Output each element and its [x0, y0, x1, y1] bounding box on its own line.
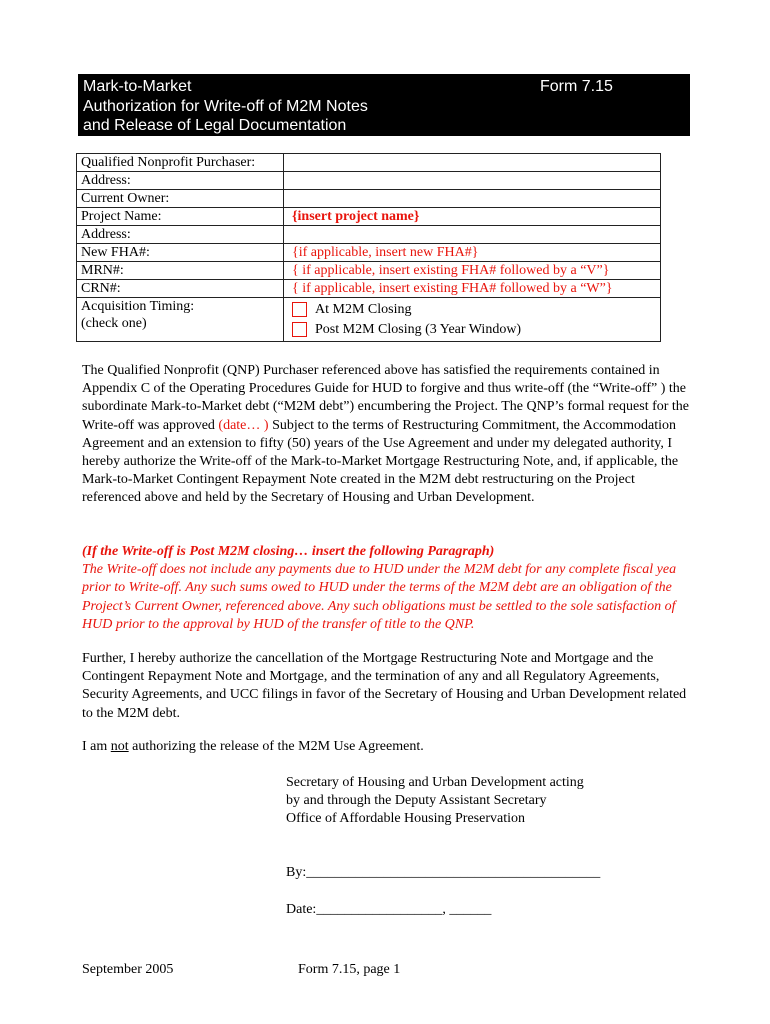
authorization-text-b: Subject to the terms of Restructuring Commitment, the Accommodation Agreement and an extension to fifty (50) years of the Use Agreement and under my delegated authority, I hereby authorize the Write-off of the Mark-to-Market Mortgage Restructuring Note, and, if applicable, the Mark-to-Market Contingent Repayment Note created in the M2M debt restructuring on the Project referenced above and held by the Secretary of Housing and Urban Development.: [82, 417, 679, 506]
acquisition-timing-options: [284, 298, 661, 342]
by-signature-line[interactable]: By:__________________________________________: [286, 865, 601, 880]
option-post-closing-label: Post M2M Closing (3 Year Window): [315, 321, 522, 337]
date-signature-line[interactable]: Date:__________________, ______: [286, 902, 492, 917]
authorization-paragraph: [82, 362, 692, 508]
checkbox-post-closing[interactable]: [292, 322, 307, 337]
qualified-purchaser-field[interactable]: [284, 154, 661, 172]
cancellation-paragraph: Further, I hereby authorize the cancellation of the Mortgage Restructuring Note and Mortgage and the Contingent Repayment Note and Mortgage, and the termination of any and all Regulatory Agreements, Security Agreements, and UCC filings in favor of the Secretary of Housing and Urban Development related to the M2M debt.: [82, 651, 687, 721]
new-fha-label: New FHA#:: [77, 244, 284, 262]
table-row: [77, 262, 661, 280]
new-fha-field[interactable]: {if applicable, insert new FHA#}: [284, 244, 661, 262]
table-row: [77, 244, 661, 262]
project-address-field[interactable]: [284, 226, 661, 244]
header-title-line1: Mark-to-Market: [83, 78, 192, 95]
table-row: [77, 208, 661, 226]
signatory-line1: Secretary of Housing and Urban Development acting: [286, 775, 584, 790]
table-row: [77, 280, 661, 298]
use-agreement-text-a: I am: [82, 739, 111, 754]
mrn-label: MRN#:: [77, 262, 284, 280]
approval-date-placeholder: (date… ): [218, 417, 269, 433]
option-at-closing-label: At M2M Closing: [315, 301, 412, 317]
project-name-field[interactable]: {insert project name}: [284, 208, 661, 226]
header-title-line3: and Release of Legal Documentation: [83, 117, 347, 134]
footer-page-number: Form 7.15, page 1: [298, 962, 401, 977]
table-row: [77, 298, 661, 342]
not-emphasis: not: [110, 739, 129, 754]
form-header: [78, 74, 690, 136]
acquisition-timing-label: [77, 298, 284, 342]
qualified-purchaser-label: Qualified Nonprofit Purchaser:: [77, 154, 284, 172]
checkbox-at-closing[interactable]: [292, 302, 307, 317]
authorization-text-a: The Qualified Nonprofit (QNP) Purchaser referenced above has satisfied the requirements contained in Appendix C of the Operating Procedures Guide for HUD to forgive and thus write-off (the “Write-off” ) the subordinate Mark-to-Market debt (“M2M debt”) encumbering the Project. The QNP’s formal request for the Write-off was approved: [82, 363, 690, 433]
table-row: [77, 172, 661, 190]
post-closing-paragraph: [82, 543, 692, 634]
option-at-closing[interactable]: [292, 299, 656, 319]
crn-field[interactable]: { if applicable, insert existing FHA# followed by a “W”}: [284, 280, 661, 298]
use-agreement-text-b: authorizing the release of the M2M Use Agreement.: [128, 739, 424, 754]
header-title-line2: Authorization for Write-off of M2M Notes: [83, 98, 368, 115]
project-name-label: Project Name:: [77, 208, 284, 226]
current-owner-label: Current Owner:: [77, 190, 284, 208]
form-number: Form 7.15: [540, 78, 613, 95]
address-field[interactable]: [284, 172, 661, 190]
signatory-line2: by and through the Deputy Assistant Secretary: [286, 793, 547, 808]
table-row: [77, 190, 661, 208]
signatory-line3: Office of Affordable Housing Preservation: [286, 811, 525, 826]
signatory-block: [286, 774, 584, 828]
project-info-table: [76, 153, 661, 342]
table-row: [77, 226, 661, 244]
current-owner-field[interactable]: [284, 190, 661, 208]
use-agreement-statement: [82, 738, 692, 756]
address-label: Address:: [77, 172, 284, 190]
footer-date: September 2005: [82, 962, 174, 977]
project-address-label: Address:: [77, 226, 284, 244]
post-closing-heading: (If the Write-off is Post M2M closing… insert the following Paragraph): [82, 544, 495, 559]
mrn-field[interactable]: { if applicable, insert existing FHA# followed by a “V”}: [284, 262, 661, 280]
option-post-closing[interactable]: [292, 319, 656, 339]
crn-label: CRN#:: [77, 280, 284, 298]
table-row: [77, 154, 661, 172]
acquisition-timing-title: Acquisition Timing:: [81, 299, 195, 314]
post-closing-text: The Write-off does not include any payments due to HUD under the M2M debt for any complete fiscal yea prior to Write-off. Any such sums owed to HUD under the terms of the M2M debt are an obligation of the Project’s Current Owner, referenced above. Any such obligations must be settled to the sole satisfaction of HUD prior to the approval by HUD of the transfer of title to the QNP.: [82, 562, 677, 632]
acquisition-timing-hint: (check one): [81, 316, 147, 331]
